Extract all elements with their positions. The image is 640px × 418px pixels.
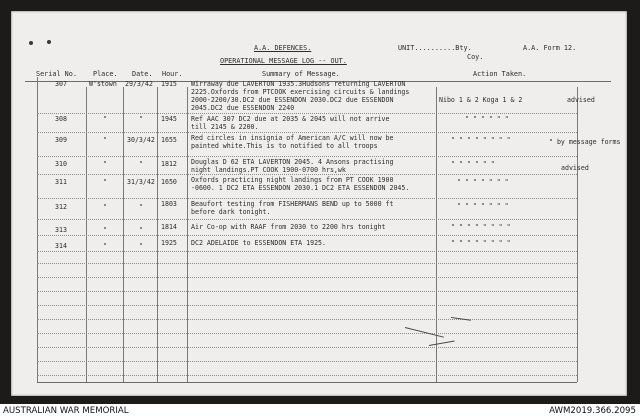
ruled-line [37,277,577,278]
col-header-action: Action Taken. [473,70,527,78]
ruled-line [37,113,577,114]
ditto-mark: " [103,160,107,168]
column-divider [577,87,578,382]
col-header-serial: Serial No. [36,70,77,78]
ruled-line [37,156,577,157]
col-header-date: Date. [132,70,153,78]
action-taken: " " " " " " [465,115,509,123]
pen-mark [429,340,455,345]
ditto-mark: " [103,242,107,250]
coy-label: Coy. [467,53,484,61]
ditto-mark: " [103,115,107,123]
hour: 1655 [161,136,177,144]
hour: 1945 [161,115,177,123]
archive-reference: AWM2019.366.2095 [549,406,636,416]
summary-line: Wirraway due LAVERTON 1935.3Hudsons returning LAVERTON [191,80,406,88]
col-header-place: Place. [93,70,118,78]
action-taken: " " " " " " [451,160,495,168]
summary-line: Douglas D 62 ETA LAVERTON 2045. 4 Ansons practising [191,158,394,166]
ditto-mark: " [139,115,143,123]
action-note: advised [561,164,589,172]
document-sheet [11,11,627,396]
serial-number: 307 [55,80,67,88]
serial-number: 311 [55,178,67,186]
ditto-mark: " [103,178,107,186]
ruled-line [37,174,577,175]
punch-hole [47,40,51,44]
ruled-line [37,375,577,376]
hour: 1812 [161,160,177,168]
form-subtitle: OPERATIONAL MESSAGE LOG -- OUT. [220,57,347,65]
summary-line: DC2 ADELAIDE to ESSENDON ETA 1925. [191,239,326,247]
hour: 1803 [161,200,177,208]
ruled-line [37,132,577,133]
form-number: A.A. Form 12. [523,44,577,52]
ditto-mark: " [139,203,143,211]
summary-line: Red circles in insignia of American A/C will now be [191,134,394,142]
punch-hole [29,41,33,45]
place: W'stown [89,80,117,88]
date: 31/3/42 [127,178,155,186]
ditto-mark: " [103,226,107,234]
action-taken: Nibo 1 & 2 Koga 1 & 2 [439,96,523,104]
summary-line: Oxfords practicing night landings from PT COOK 1900 [191,176,394,184]
summary-line: till 2145 & 2200. [191,123,259,131]
hour: 1915 [161,80,177,88]
serial-number: 314 [55,242,67,250]
action-taken: " " " " " " " " [451,223,511,231]
ditto-mark: " [139,226,143,234]
action-note: " by message forms [549,138,621,146]
ruled-line [37,319,577,320]
serial-number: 308 [55,115,67,123]
summary-line: Air Co-op with RAAF from 2030 to 2200 hrs tonight [191,223,386,231]
summary-line: 2045.DC2 due ESSENDON 2240 [191,104,295,112]
ditto-mark: " [103,136,107,144]
ruled-line [37,305,577,306]
action-taken: " " " " " " " [457,202,509,210]
hour: 1650 [161,178,177,186]
ruled-line [37,333,577,334]
col-header-hour: Hour. [162,70,183,78]
summary-line: 2225.Oxfords from PTCOOK exercising circuits & landings [191,88,410,96]
serial-number: 313 [55,226,67,234]
action-taken: " " " " " " " " [451,239,511,247]
unit-label: UNIT..........Bty. [398,44,472,52]
ruled-line [37,347,577,348]
ruled-line [37,263,577,264]
date: 30/3/42 [127,136,155,144]
ditto-mark: " [139,242,143,250]
serial-number: 309 [55,136,67,144]
summary-line: night landings.PT COOK 1900-0700 hrs,wk [191,166,346,174]
ditto-mark: " [103,203,107,211]
summary-line: Beaufort testing from FISHERMANS BEND up to 5000 ft [191,200,394,208]
ditto-mark: " [139,160,143,168]
hour: 1814 [161,223,177,231]
archive-footer [0,404,640,418]
hour: 1925 [161,239,177,247]
bottom-rule [37,382,577,383]
action-taken: " " " " " " " [457,178,509,186]
ruled-line [37,291,577,292]
ruled-line [37,235,577,236]
summary-line: painted white.This is to notified to all troops [191,142,378,150]
ruled-line [37,198,577,199]
ruled-line [37,361,577,362]
column-divider [37,77,38,382]
date: 29/3/42 [125,80,153,88]
form-title: A.A. DEFENCES. [254,44,312,52]
archive-name: AUSTRALIAN WAR MEMORIAL [3,406,129,416]
ruled-line [37,219,577,220]
col-header-summary: Summary of Message. [262,70,340,78]
summary-line: 2000-2200/30.DC2 due ESSENDON 2030.DC2 due ESSENDON [191,96,394,104]
serial-number: 310 [55,160,67,168]
summary-line: before dark tonight. [191,208,271,216]
action-note: advised [567,96,595,104]
summary-line: -0600. 1 DC2 ETA ESSENDON 2030.1 DC2 ETA ESSENDON 2045. [191,184,410,192]
serial-number: 312 [55,203,67,211]
ruled-line [37,251,577,252]
summary-line: Ref AAC 307 DC2 due at 2035 & 2045 will not arrive [191,115,390,123]
action-taken: " " " " " " " " [451,136,511,144]
